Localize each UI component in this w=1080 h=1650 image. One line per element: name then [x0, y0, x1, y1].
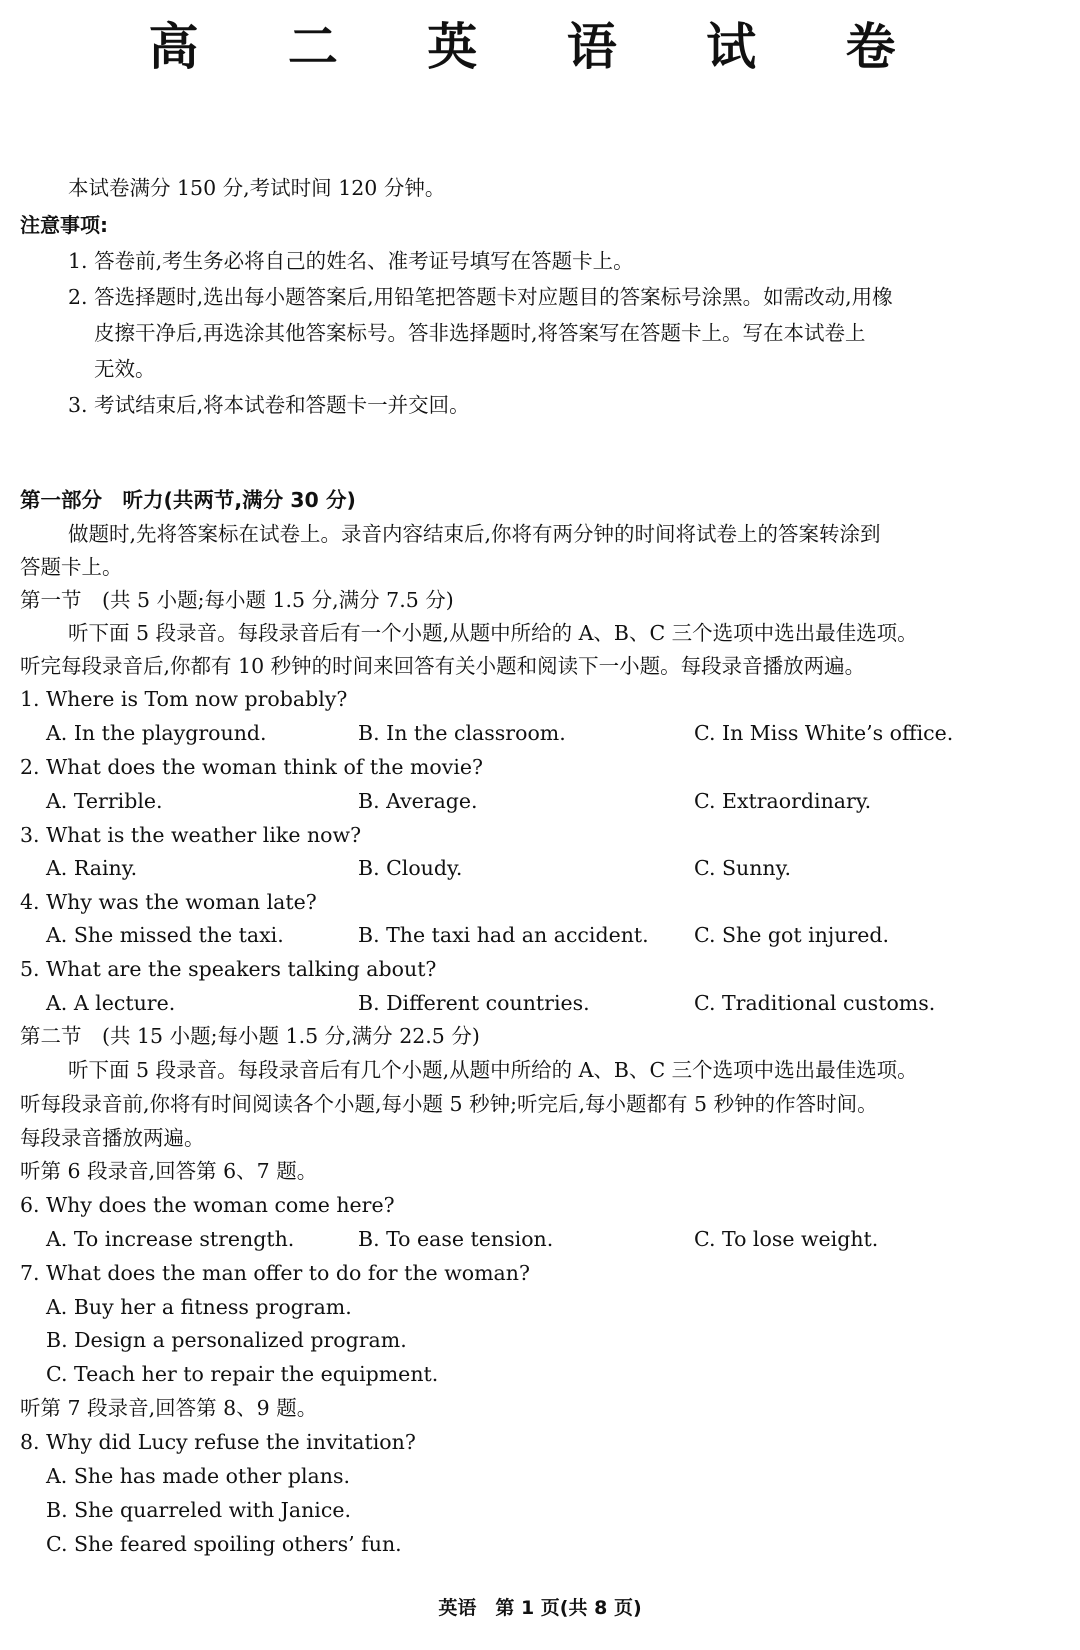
option-c: C. Extraordinary.	[694, 789, 872, 813]
section2-instruction-cont: 听每段录音前,你将有时间阅读各个小题,每小题 5 秒钟;听完后,每小题都有 5 秒钟的作答时间。	[20, 1092, 878, 1116]
option-a: A. To increase strength.	[46, 1227, 295, 1251]
page-title: 高 二 英 语 试 卷	[148, 18, 932, 76]
intro-text: 本试卷满分 150 分,考试时间 120 分钟。	[68, 176, 446, 200]
option-b: B. She quarreled with Janice.	[46, 1498, 351, 1522]
notice-heading: 注意事项:	[20, 213, 108, 237]
section1-heading: 第一节 (共 5 小题;每小题 1.5 分,满分 7.5 分)	[20, 588, 454, 612]
question-stem: 6. Why does the woman come here?	[20, 1193, 395, 1217]
notice-item-1: 1. 答卷前,考生务必将自己的姓名、准考证号填写在答题卡上。	[68, 249, 634, 273]
option-b: B. Design a personalized program.	[46, 1328, 407, 1352]
option-c: C. Sunny.	[694, 856, 792, 880]
option-a: A. Terrible.	[46, 789, 163, 813]
question-stem: 1. Where is Tom now probably?	[20, 687, 348, 711]
part1-heading: 第一部分 听力(共两节,满分 30 分)	[20, 488, 356, 512]
option-b: B. Different countries.	[358, 991, 590, 1015]
notice-item-3: 3. 考试结束后,将本试卷和答题卡一并交回。	[68, 393, 470, 417]
question-stem: 3. What is the weather like now?	[20, 823, 362, 847]
notice-item-2: 2. 答选择题时,选出每小题答案后,用铅笔把答题卡对应题目的答案标号涂黑。如需改动,用橡	[68, 285, 893, 309]
section2-instruction: 听下面 5 段录音。每段录音后有几个小题,从题中所给的 A、B、C 三个选项中选出最佳选项。	[68, 1058, 918, 1082]
option-a: A. In the playground.	[46, 721, 267, 745]
option-c: C. She got injured.	[694, 923, 889, 947]
question-stem: 2. What does the woman think of the movie?	[20, 755, 484, 779]
option-a: A. Buy her a fitness program.	[46, 1295, 352, 1319]
page-footer: 英语 第 1 页(共 8 页)	[438, 1597, 642, 1619]
option-a: A. Rainy.	[46, 856, 138, 880]
section1-instruction: 听下面 5 段录音。每段录音后有一个小题,从题中所给的 A、B、C 三个选项中选出最佳选项。	[68, 621, 918, 645]
option-c: C. She feared spoiling others’ fun.	[46, 1532, 402, 1556]
section1-instruction-cont: 听完每段录音后,你都有 10 秒钟的时间来回答有关小题和阅读下一小题。每段录音播放两遍。	[20, 654, 866, 678]
part1-instruction: 做题时,先将答案标在试卷上。录音内容结束后,你将有两分钟的时间将试卷上的答案转涂到	[68, 522, 881, 546]
section2-instruction-cont2: 每段录音播放两遍。	[20, 1126, 205, 1150]
option-b: B. Average.	[358, 789, 478, 813]
option-b: B. Cloudy.	[358, 856, 463, 880]
segment-6-heading: 听第 6 段录音,回答第 6、7 题。	[20, 1159, 318, 1183]
question-stem: 8. Why did Lucy refuse the invitation?	[20, 1430, 416, 1454]
notice-item-2-cont2: 无效。	[94, 357, 156, 381]
option-b: B. The taxi had an accident.	[358, 923, 649, 947]
part1-instruction-cont: 答题卡上。	[20, 555, 123, 579]
option-c: C. Traditional customs.	[694, 991, 936, 1015]
question-stem: 7. What does the man offer to do for the woman?	[20, 1261, 530, 1285]
option-b: B. In the classroom.	[358, 721, 566, 745]
option-a: A. She has made other plans.	[46, 1464, 350, 1488]
option-c: C. In Miss White’s office.	[694, 721, 954, 745]
option-a: A. A lecture.	[46, 991, 176, 1015]
section2-heading: 第二节 (共 15 小题;每小题 1.5 分,满分 22.5 分)	[20, 1024, 480, 1048]
option-a: A. She missed the taxi.	[46, 923, 284, 947]
question-stem: 4. Why was the woman late?	[20, 890, 317, 914]
option-c: C. To lose weight.	[694, 1227, 879, 1251]
notice-item-2-cont: 皮擦干净后,再选涂其他答案标号。答非选择题时,将答案写在答题卡上。写在本试卷上	[94, 321, 866, 345]
option-c: C. Teach her to repair the equipment.	[46, 1362, 439, 1386]
question-stem: 5. What are the speakers talking about?	[20, 957, 437, 981]
segment-7-heading: 听第 7 段录音,回答第 8、9 题。	[20, 1396, 318, 1420]
option-b: B. To ease tension.	[358, 1227, 554, 1251]
